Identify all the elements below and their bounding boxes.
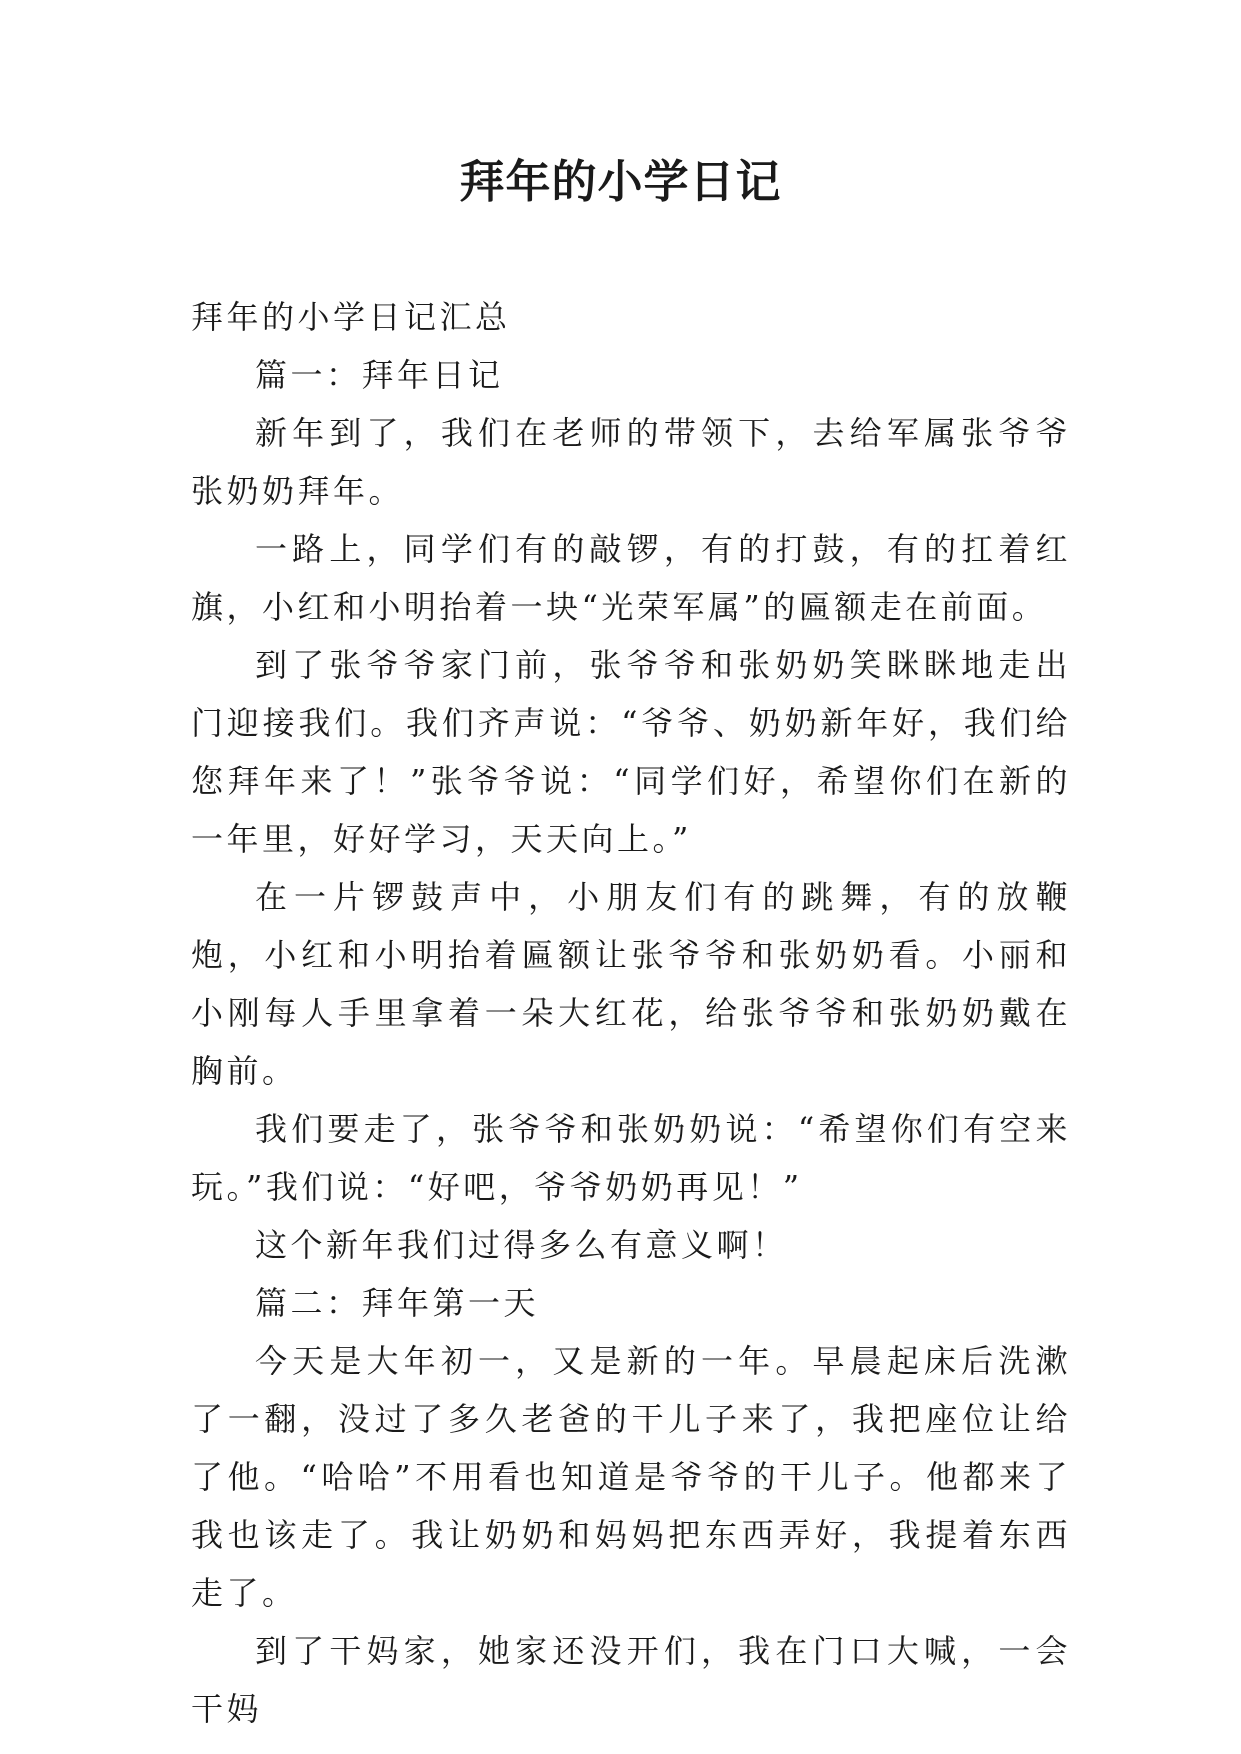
paragraph: 一路上，同学们有的敲锣，有的打鼓，有的扛着红旗，小红和小明抬着一块“光荣军属”的匾额走在前面。 bbox=[191, 530, 1071, 626]
paragraph: 新年到了，我们在老师的带领下，去给军属张爷爷张奶奶拜年。 bbox=[191, 414, 1071, 510]
paragraph: 今天是大年初一，又是新的一年。早晨起床后洗漱了一翻，没过了多久老爸的干儿子来了，我把座位让给了他。“哈哈”不用看也知道是爷爷的干儿子。他都来了我也该走了。我让奶奶和妈妈把东西弄好，我提着东西走了。 bbox=[191, 1342, 1071, 1612]
paragraph: 我们要走了，张爷爷和张奶奶说：“希望你们有空来玩。”我们说：“好吧，爷爷奶奶再见！” bbox=[191, 1110, 1071, 1206]
paragraph-subtitle: 拜年的小学日记汇总 bbox=[191, 298, 511, 336]
paragraph: 在一片锣鼓声中，小朋友们有的跳舞，有的放鞭炮，小红和小明抬着匾额让张爷爷和张奶奶看。小丽和小刚每人手里拿着一朵大红花，给张爷爷和张奶奶戴在胸前。 bbox=[191, 878, 1071, 1090]
document-title: 拜年的小学日记 bbox=[459, 155, 782, 208]
section-heading-1: 篇一：拜年日记 bbox=[255, 356, 504, 394]
section-heading-2: 篇二：拜年第一天 bbox=[255, 1284, 540, 1322]
paragraph: 这个新年我们过得多么有意义啊！ bbox=[255, 1226, 788, 1264]
document-body bbox=[191, 288, 1071, 1738]
paragraph: 到了干妈家，她家还没开们，我在门口大喊，一会干妈 bbox=[191, 1632, 1071, 1728]
paragraph: 到了张爷爷家门前，张爷爷和张奶奶笑眯眯地走出门迎接我们。我们齐声说：“爷爷、奶奶新年好，我们给您拜年来了！”张爷爷说：“同学们好，希望你们在新的一年里，好好学习，天天向上。” bbox=[191, 646, 1071, 858]
